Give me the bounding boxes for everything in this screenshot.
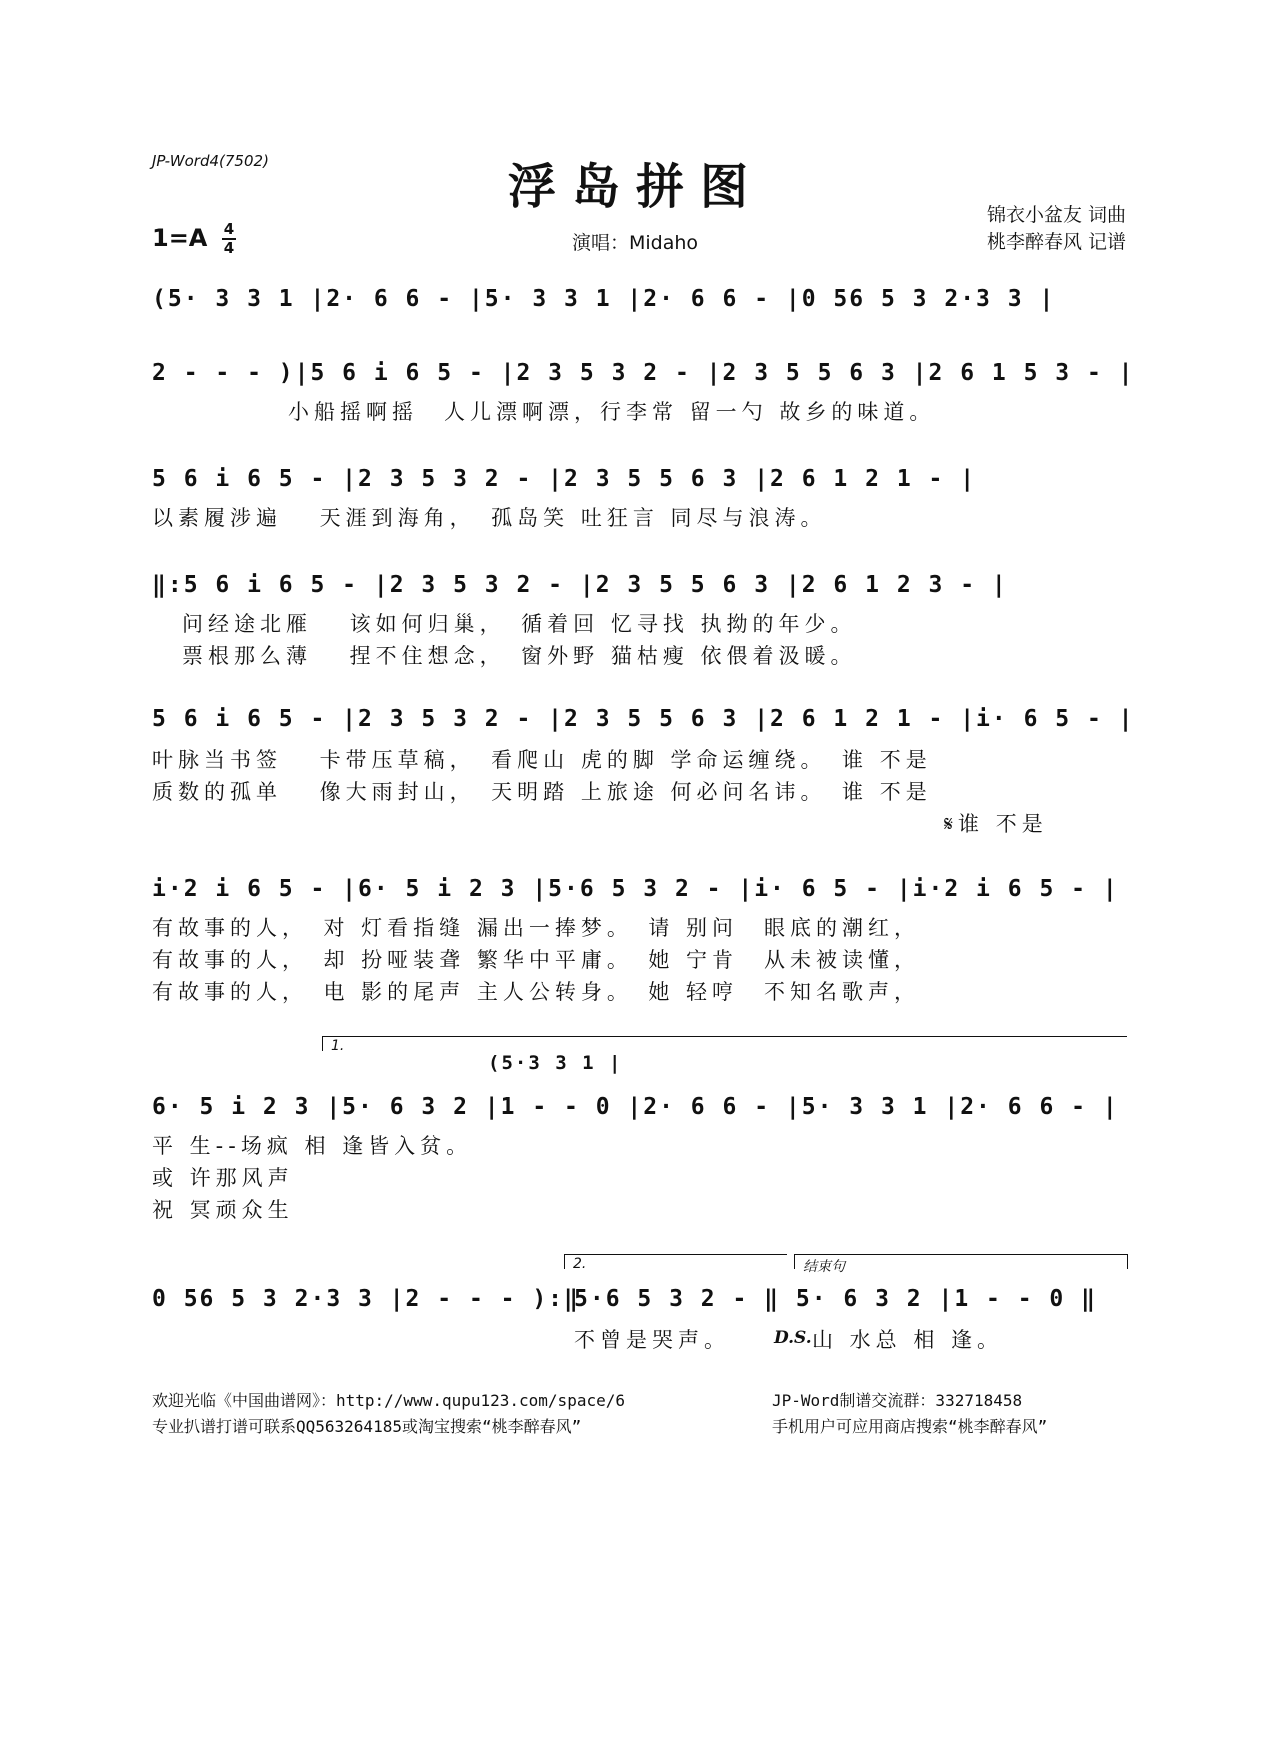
- score-line-8b: 5·6 5 3 2 - ‖ 5· 6 3 2 |1 - - 0 ‖: [574, 1286, 1097, 1312]
- lyric-line-7-2: 或 许那风声: [152, 1166, 294, 1190]
- score-line-1: (5· 3 3 1 |2· 6 6 - |5· 3 3 1 |2· 6 6 - |0 56 5 3 2·3 3 |: [152, 286, 1056, 312]
- lyric-line-3-1: 以素履涉遍 天涯到海角， 孤岛笑 吐狂言 同尽与浪涛。: [152, 506, 827, 530]
- footer-group: JP-Word制谱交流群：332718458: [772, 1391, 1023, 1410]
- volta-1-label: 1.: [331, 1038, 345, 1054]
- score-line-2: 2 - - - )|5 6 i 6 5 - |2 3 5 3 2 - |2 3 5 5 6 3 |2 6 1 5 3 - |: [152, 360, 1135, 386]
- lyric-line-4-2: 票根那么薄 捏不住想念， 窗外野 猫枯瘦 依偎着汲暖。: [182, 644, 857, 668]
- lyric-line-2-1: 小船摇啊摇 人儿漂啊漂，行李常 留一勺 故乡的味道。: [288, 400, 936, 424]
- score-line-4: ‖:5 6 i 6 5 - |2 3 5 3 2 - |2 3 5 5 6 3 |2 6 1 2 3 - |: [152, 572, 1008, 598]
- lyric-line-5-2: 质数的孤单 像大雨封山， 天明踏 上旅途 何必问名讳。 谁 不是: [152, 780, 932, 804]
- key-signature: 1=A: [152, 224, 208, 252]
- coda-label: 结束句: [803, 1259, 845, 1275]
- footer-website: 欢迎光临《中国曲谱网》：http://www.qupu123.com/space/6: [152, 1391, 625, 1410]
- volta-2-bracket: [564, 1254, 787, 1272]
- lyric-line-7-3: 祝 冥顽众生: [152, 1198, 294, 1222]
- song-title: 浮岛拼图: [507, 159, 764, 215]
- pickup-notes: (5·3 3 1 |: [488, 1052, 623, 1074]
- volta-2-label: 2.: [573, 1256, 587, 1272]
- score-line-8a: 0 56 5 3 2·3 3 |2 - - - ):‖: [152, 1286, 580, 1312]
- score-line-6: i·2 i 6 5 - |6· 5 i 2 3 |5·6 5 3 2 - |i· 6 5 - |i·2 i 6 5 - |: [152, 876, 1119, 902]
- footer-contact: 专业扒谱打谱可联系QQ563264185或淘宝搜索“桃李醉春风”: [152, 1417, 582, 1436]
- lyric-line-8-2: 山 水总 相 逢。: [812, 1328, 1004, 1352]
- time-signature: [222, 222, 236, 256]
- lyric-line-5-3-segno: 𝄋谁 不是: [944, 812, 1048, 836]
- time-signature-bottom: 4: [223, 239, 235, 257]
- ds-marking: D.S.: [774, 1328, 812, 1348]
- time-signature-top: 4: [223, 220, 235, 238]
- transcriber-credit: 桃李醉春风 记谱: [986, 231, 1126, 253]
- singer-credit: 演唱：Midaho: [572, 232, 699, 254]
- software-label: JP-Word4(7502): [152, 152, 269, 170]
- coda-bracket: [794, 1254, 1128, 1275]
- score-line-3: 5 6 i 6 5 - |2 3 5 3 2 - |2 3 5 5 6 3 |2 6 1 2 1 - |: [152, 466, 977, 492]
- lyricist-credit: 锦衣小盆友 词曲: [986, 204, 1126, 226]
- score-line-7: 6· 5 i 2 3 |5· 6 3 2 |1 - - 0 |2· 6 6 - |5· 3 3 1 |2· 6 6 - |: [152, 1094, 1119, 1120]
- score-line-5: 5 6 i 6 5 - |2 3 5 3 2 - |2 3 5 5 6 3 |2 6 1 2 1 - |i· 6 5 - |: [152, 706, 1135, 732]
- lyric-line-5-1: 叶脉当书签 卡带压草稿， 看爬山 虎的脚 学命运缠绕。 谁 不是: [152, 748, 932, 772]
- lyric-line-6-1: 有故事的人， 对 灯看指缝 漏出一捧梦。 请 别问 眼底的潮红，: [152, 916, 921, 940]
- lyric-line-6-2: 有故事的人， 却 扮哑装聋 繁华中平庸。 她 宁肯 从未被读懂，: [152, 948, 921, 972]
- lyric-line-4-1: 问经途北雁 该如何归巢， 循着回 忆寻找 执拗的年少。: [182, 612, 857, 636]
- volta-1-bracket: [322, 1036, 1127, 1054]
- footer-app-search: 手机用户可应用商店搜索“桃李醉春风”: [772, 1417, 1048, 1436]
- lyric-line-8-1: 不曾是哭声。: [574, 1328, 730, 1352]
- lyric-line-6-3: 有故事的人， 电 影的尾声 主人公转身。 她 轻哼 不知名歌声，: [152, 980, 921, 1004]
- lyric-line-7-1: 平 生--场疯 相 逢皆入贫。: [152, 1134, 473, 1158]
